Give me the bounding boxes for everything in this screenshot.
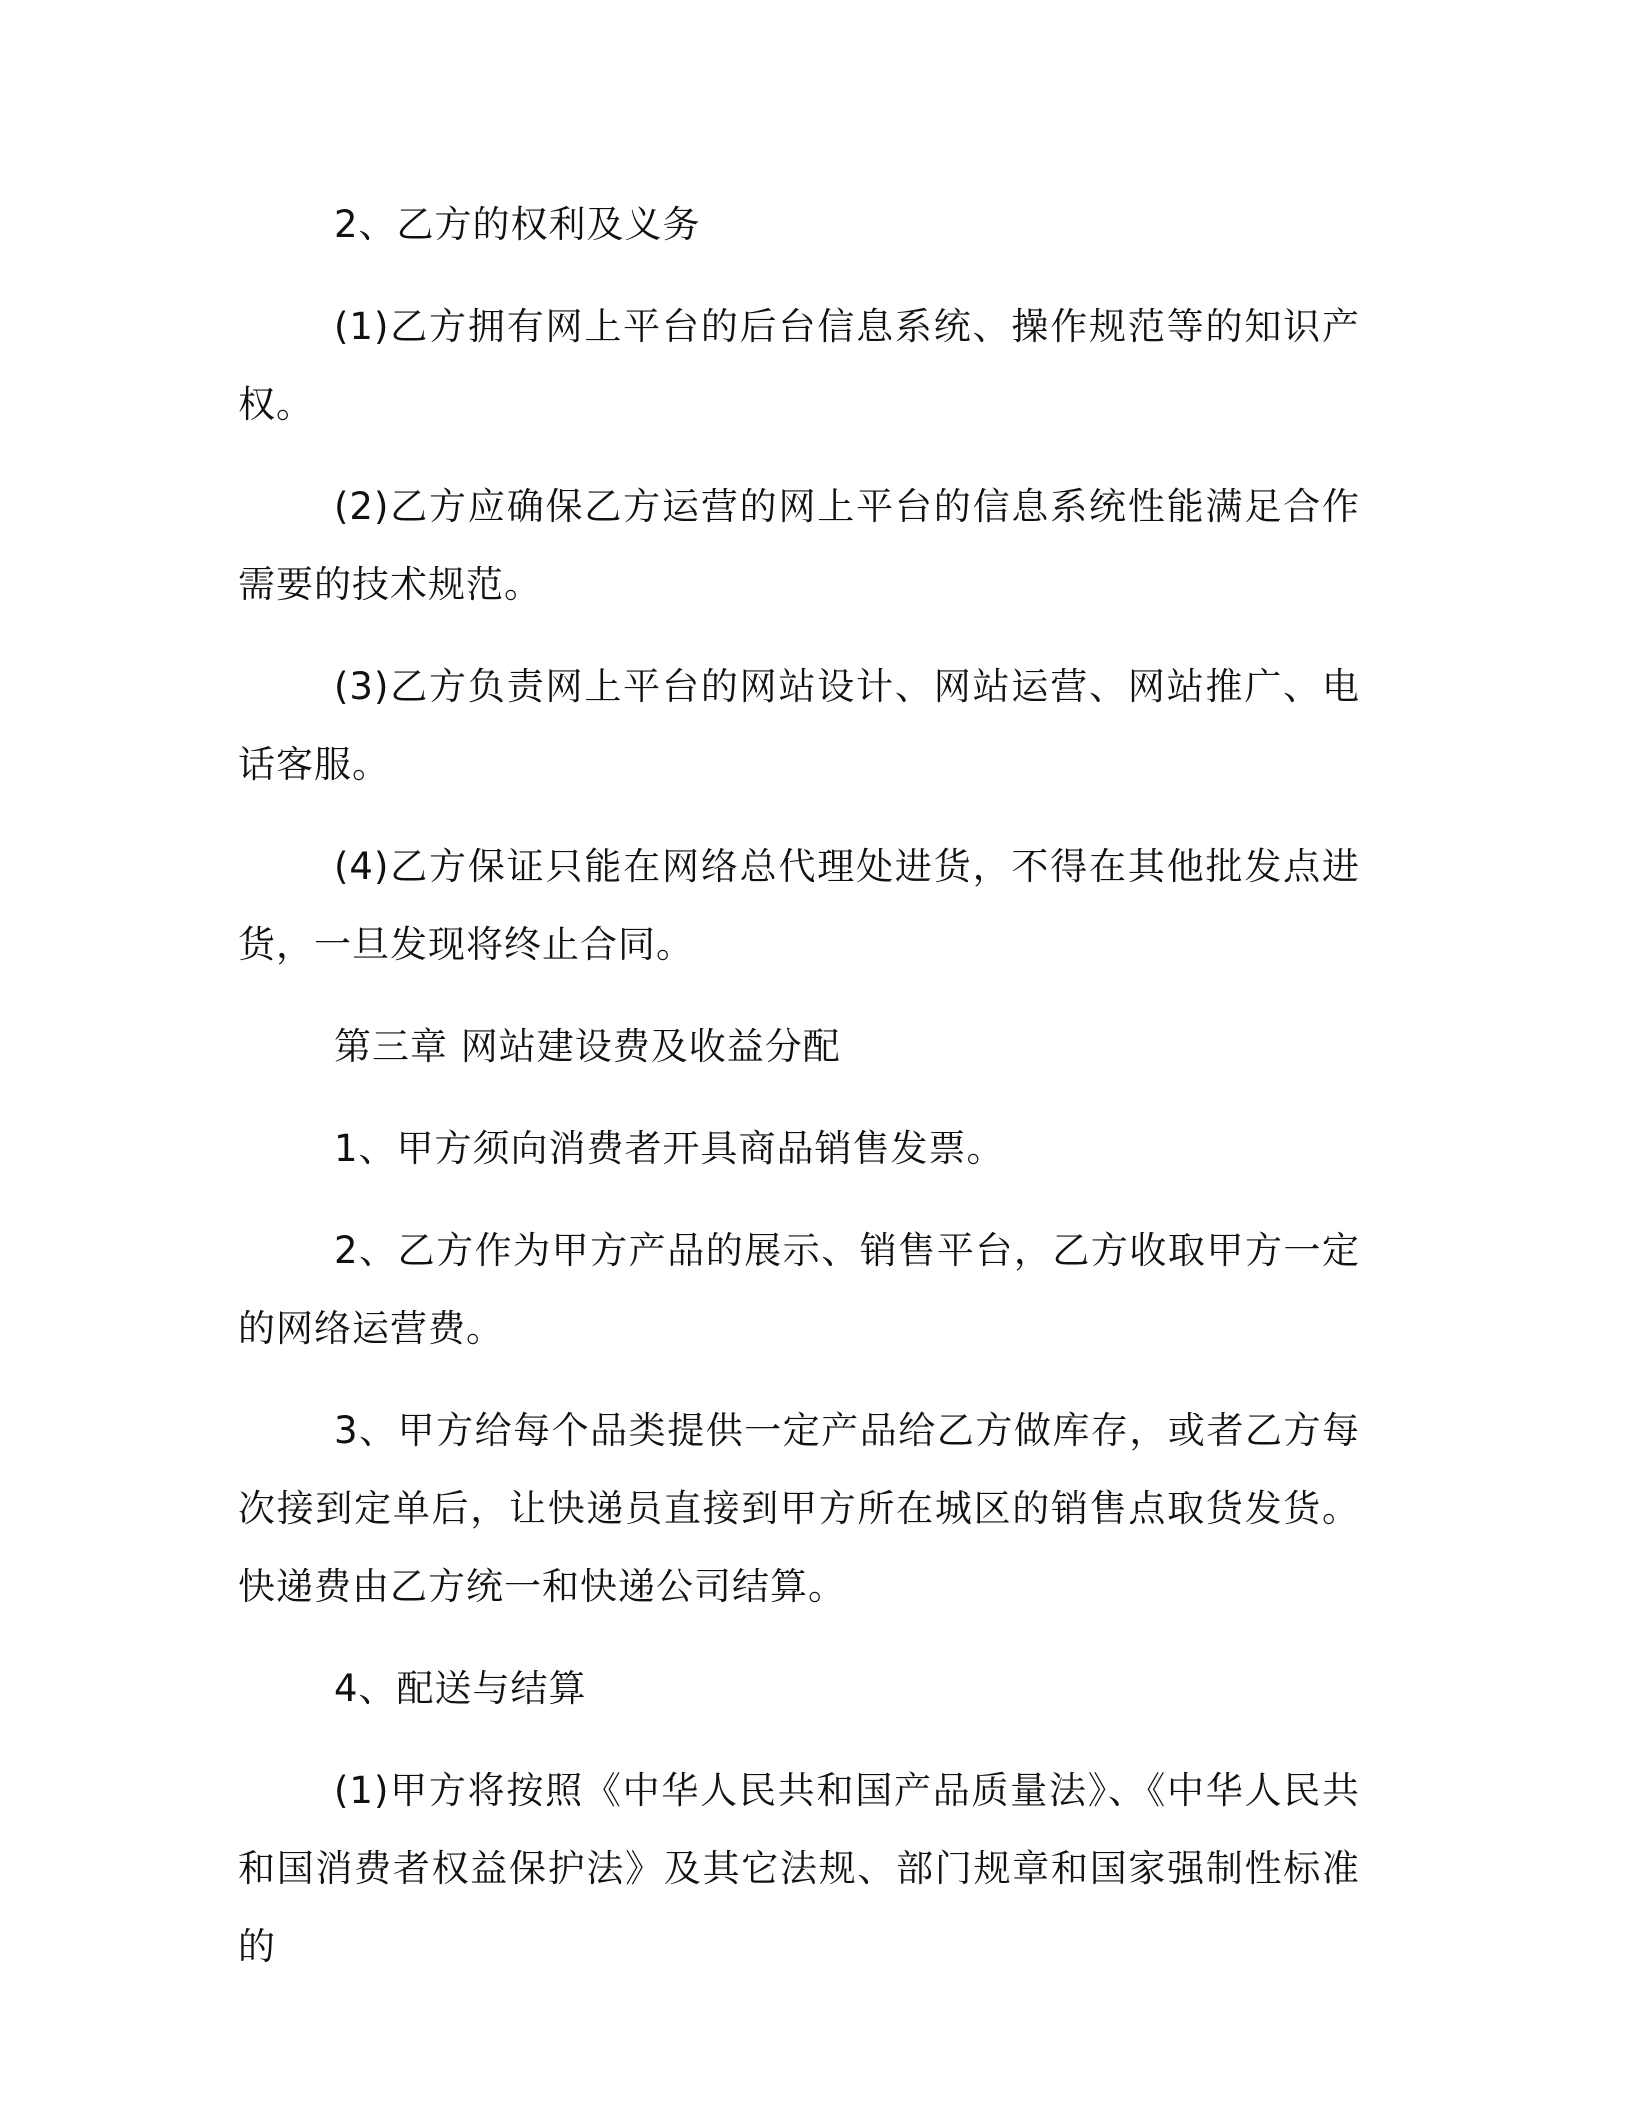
clause-paragraph: (4)乙方保证只能在网络总代理处进货，不得在其他批发点进货，一旦发现将终止合同。 xyxy=(238,845,1360,966)
clause-paragraph: 1、甲方须向消费者开具商品销售发票。 xyxy=(334,1127,1005,1170)
clause-paragraph: (2)乙方应确保乙方运营的网上平台的信息系统性能满足合作需要的技术规范。 xyxy=(238,485,1360,606)
clause-paragraph: (3)乙方负责网上平台的网站设计、网站运营、网站推广、电话客服。 xyxy=(238,665,1360,786)
clause-paragraph: (1)乙方拥有网上平台的后台信息系统、操作规范等的知识产权。 xyxy=(238,305,1360,426)
document-body xyxy=(238,186,1360,2010)
section-heading-party-b-rights: 2、乙方的权利及义务 xyxy=(334,203,701,246)
chapter-heading: 第三章 网站建设费及收益分配 xyxy=(334,1025,841,1068)
clause-paragraph: (1)甲方将按照《中华人民共和国产品质量法》、《中华人民共和国消费者权益保护法》及其它法规、部门规章和国家强制性标准的 xyxy=(238,1769,1360,1968)
clause-paragraph: 2、乙方作为甲方产品的展示、销售平台，乙方收取甲方一定的网络运营费。 xyxy=(238,1229,1360,1350)
section-heading-delivery-settlement: 4、配送与结算 xyxy=(334,1667,587,1710)
clause-paragraph: 3、甲方给每个品类提供一定产品给乙方做库存，或者乙方每次接到定单后，让快递员直接到甲方所在城区的销售点取货发货。快递费由乙方统一和快递公司结算。 xyxy=(238,1409,1360,1608)
